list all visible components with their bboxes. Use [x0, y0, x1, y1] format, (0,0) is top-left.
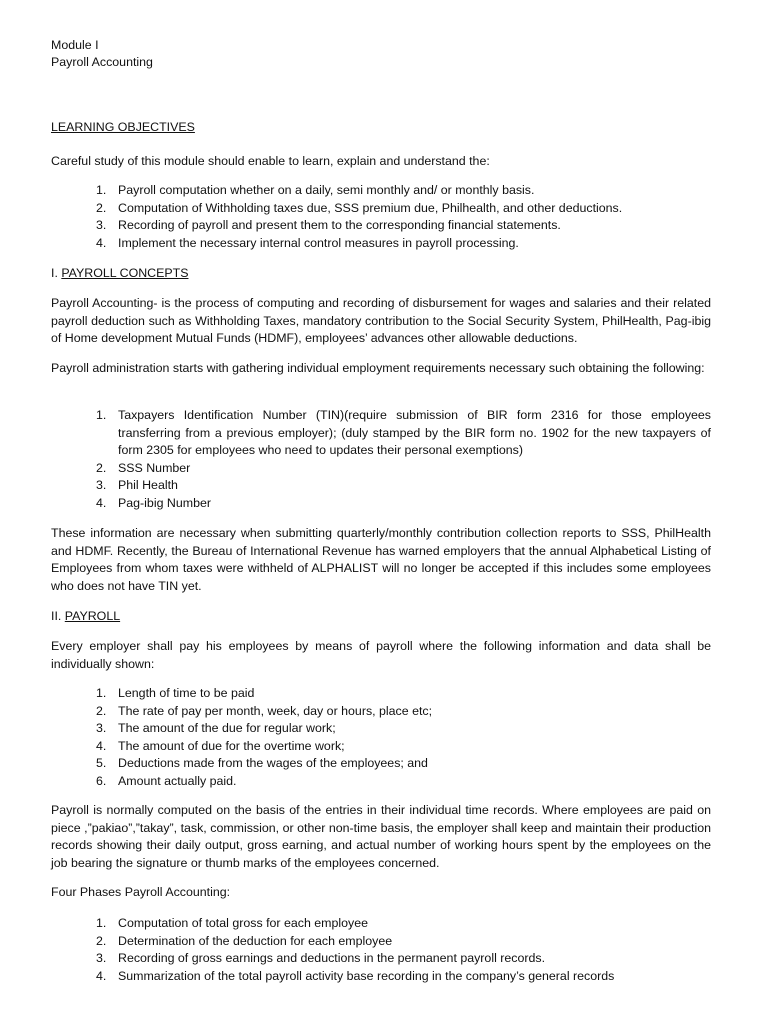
list-item: 1. Payroll computation whether on a daily, semi monthly and/ or monthly basis. [96, 183, 535, 197]
list-item: 3. Recording of gross earnings and deductions in the permanent payroll records. [96, 951, 546, 966]
list-item: 5. Deductions made from the wages of the employees; and [96, 756, 428, 771]
list-item: 4. Pag-ibig Number [96, 495, 211, 510]
list-item: 2. SSS Number [96, 460, 191, 475]
list-item: 4. Summarization of the total payroll activity base recording in the company’s general records [96, 968, 615, 983]
list-item: 2. Computation of Withholding taxes due, SSS premium due, Philhealth, and other deductions. [96, 200, 623, 215]
four-phases-heading: Four Phases Payroll Accounting: [51, 885, 231, 899]
list-item: 3. The amount of the due for regular work; [96, 721, 336, 736]
list-item: 3. Phil Health [96, 478, 178, 493]
list-item: 2. The rate of pay per month, week, day or hours, place etc; [96, 703, 433, 718]
list-item: 1. Taxpayers Identification Number (TIN)(require submission of BIR form 2316 for those employees transferring from a previous employer); (duly stamped by the BIR form no. 1902 for the new taxpayers of form 2305 for employees who need to updates their personal exemptions) [96, 408, 711, 458]
information-necessary-paragraph: These information are necessary when submitting quarterly/monthly contribution collection reports to SSS, PhilHealth and HDMF. Recently, the Bureau of International Revenue has warned employers that the annual Alphabetical Listing of Employees from whom taxes were withheld of ALPHALIST will no longer be accepted if this includes some employees who does not have TIN yet. [51, 526, 711, 593]
learning-objectives-heading: LEARNING OBJECTIVES [51, 120, 195, 134]
subject-title: Payroll Accounting [51, 55, 153, 69]
list-item: 1. Computation of total gross for each employee [96, 916, 369, 930]
payroll-details-list [51, 685, 711, 791]
payroll-accounting-definition: Payroll Accounting- is the process of computing and recording of disbursement for wages and salaries and their related payroll deduction such as Withholding Taxes, mandatory contribution to the Social Security System, PhilHealth, Pag-ibig of Home development Mutual Funds (HDMF), employees’ advances other allowable deductions. [51, 296, 711, 346]
four-phases-list [51, 915, 711, 985]
module-label: Module I [51, 38, 99, 52]
objectives-list [51, 182, 711, 252]
list-item: 6. Amount actually paid. [96, 773, 237, 788]
list-item: 4. Implement the necessary internal control measures in payroll processing. [96, 235, 519, 250]
payroll-computation-paragraph: Payroll is normally computed on the basis of the entries in their individual time records. Where employees are paid on piece ,”pakiao”,”takay”, task, commission, or other non-time basis, the employer shall keep and maintain their production records showing their daily output, gross earning, and actual number of working hours spent by the employees on the job bearing the signature or thumb marks of the employees concerned. [51, 803, 711, 870]
employer-payroll-paragraph: Every employer shall pay his employees by means of payroll where the following information and data shall be individually shown: [51, 639, 711, 671]
list-item: 4. The amount of due for the overtime work; [96, 738, 345, 753]
objectives-intro: Careful study of this module should enable to learn, explain and understand the: [51, 154, 490, 168]
list-item: 1. Length of time to be paid [96, 686, 255, 700]
list-item: 3. Recording of payroll and present them to the corresponding financial statements. [96, 218, 561, 233]
section-heading-payroll: II. PAYROLL [51, 609, 121, 623]
list-item: 2. Determination of the deduction for each employee [96, 933, 393, 948]
section-heading-payroll-concepts: I. PAYROLL CONCEPTS [51, 266, 189, 280]
payroll-administration-paragraph: Payroll administration starts with gathering individual employment requirements necessary such obtaining the following: [51, 361, 705, 375]
requirements-list [51, 407, 711, 513]
